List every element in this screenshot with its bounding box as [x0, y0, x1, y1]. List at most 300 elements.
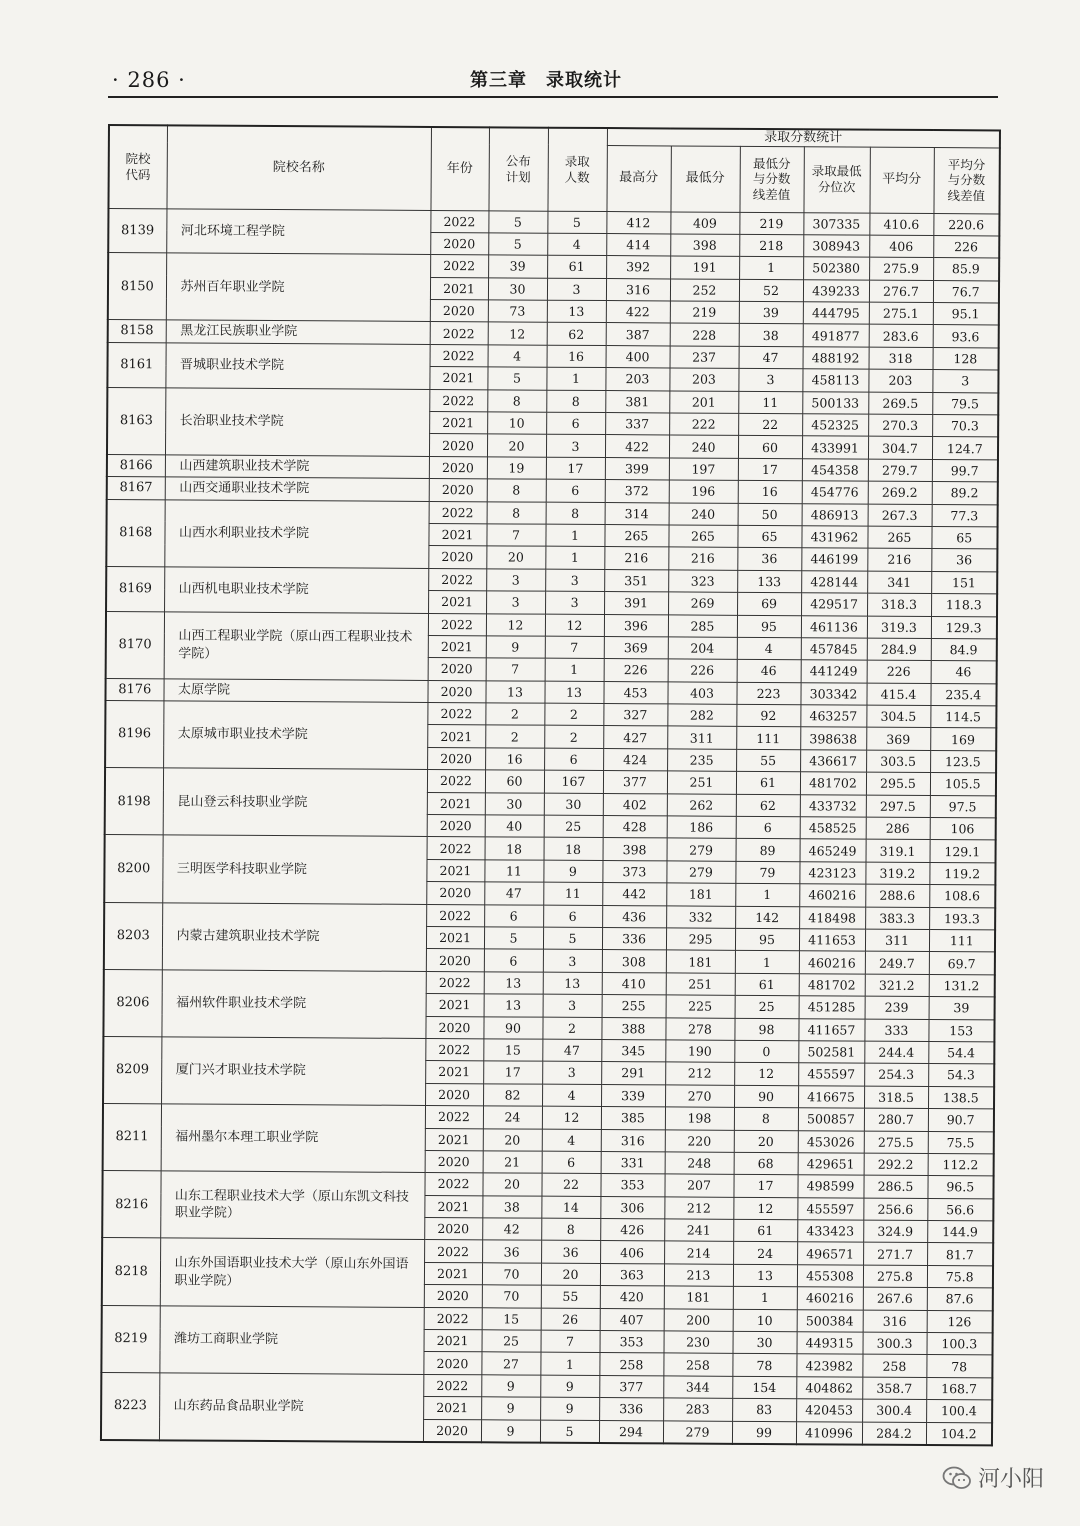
rank-cell: 502581: [798, 1041, 864, 1064]
plan-cell: 24: [483, 1106, 542, 1129]
min-diff-cell: 1: [733, 1287, 797, 1310]
max-score-cell: 396: [604, 614, 668, 637]
admitted-cell: 13: [547, 300, 606, 323]
max-score-cell: 422: [605, 435, 669, 458]
admitted-cell: 3: [542, 1062, 601, 1085]
min-diff-cell: 17: [738, 458, 802, 481]
min-score-cell: 240: [669, 435, 738, 458]
max-score-cell: 414: [606, 233, 670, 256]
max-score-cell: 308: [602, 950, 666, 973]
min-diff-cell: 99: [732, 1421, 796, 1444]
school-code: 8223: [101, 1372, 159, 1440]
plan-cell: 25: [482, 1330, 541, 1353]
avg-score-cell: 311: [865, 929, 929, 952]
min-score-cell: 216: [668, 547, 737, 570]
year-cell: 2020: [429, 479, 487, 502]
min-score-cell: 201: [669, 391, 738, 414]
min-diff-cell: 95: [737, 615, 801, 638]
year-cell: 2022: [424, 1173, 482, 1196]
rank-cell: 496571: [797, 1242, 863, 1265]
school-code: 8216: [102, 1171, 160, 1239]
min-diff-cell: 223: [736, 682, 800, 705]
school-name: 太原学院: [163, 679, 427, 703]
avg-diff-cell: 106: [930, 818, 996, 841]
admitted-cell: 167: [544, 770, 603, 793]
avg-diff-cell: 118.3: [931, 594, 997, 617]
avg-diff-cell: 153: [928, 1019, 994, 1042]
admitted-cell: 6: [544, 748, 603, 771]
rank-cell: 411653: [799, 929, 865, 952]
avg-diff-cell: 90.7: [928, 1109, 994, 1132]
avg-diff-cell: 79.5: [932, 392, 998, 415]
school-code: 8206: [103, 969, 161, 1037]
min-score-cell: 285: [668, 614, 737, 637]
year-cell: 2020: [424, 1285, 482, 1308]
admitted-cell: 13: [543, 972, 602, 995]
rank-cell: 460216: [797, 1287, 863, 1310]
plan-cell: 73: [488, 300, 547, 323]
year-cell: 2021: [429, 367, 487, 390]
max-score-cell: 400: [606, 345, 670, 368]
year-cell: 2022: [430, 210, 488, 233]
year-cell: 2020: [427, 680, 485, 703]
min-diff-cell: 69: [737, 592, 801, 615]
max-score-cell: 314: [605, 502, 669, 525]
min-diff-cell: 22: [738, 413, 802, 436]
min-diff-cell: 12: [733, 1197, 797, 1220]
rank-cell: 449315: [796, 1332, 862, 1355]
min-score-cell: 269: [668, 592, 737, 615]
min-score-cell: 228: [670, 323, 739, 346]
table-row: [105, 835, 996, 863]
school-code: 8200: [104, 835, 162, 903]
year-cell: 2020: [425, 1150, 483, 1173]
year-cell: 2022: [427, 837, 485, 860]
school-name: 苏州百年职业学院: [166, 253, 430, 322]
avg-diff-cell: 76.7: [933, 280, 999, 303]
year-cell: 2022: [430, 322, 488, 345]
min-diff-cell: 20: [734, 1130, 798, 1153]
plan-cell: 13: [485, 681, 544, 704]
avg-score-cell: 275.5: [864, 1131, 928, 1154]
table-row: [108, 342, 999, 370]
admitted-cell: 61: [547, 255, 606, 278]
avg-score-cell: 358.7: [862, 1377, 926, 1400]
table-body: [101, 208, 1000, 1445]
wechat-icon: [942, 1465, 972, 1491]
rank-cell: 498599: [797, 1175, 863, 1198]
school-name: 内蒙古建筑职业技术学院: [162, 902, 426, 971]
avg-diff-cell: 131.2: [929, 974, 995, 997]
school-code: 8163: [107, 387, 165, 455]
admitted-cell: 2: [542, 1017, 601, 1040]
admitted-cell: 4: [547, 233, 606, 256]
school-code: 8167: [107, 477, 165, 500]
min-score-cell: 212: [664, 1197, 733, 1220]
rank-cell: 433991: [802, 436, 868, 459]
rank-cell: 398638: [800, 727, 866, 750]
avg-diff-cell: 235.4: [930, 683, 996, 706]
admitted-cell: 30: [544, 793, 603, 816]
plan-cell: 9: [486, 636, 545, 659]
year-cell: 2020: [425, 1083, 483, 1106]
max-score-cell: 391: [604, 592, 668, 615]
min-diff-cell: 13: [733, 1264, 797, 1287]
admitted-cell: 4: [542, 1129, 601, 1152]
avg-score-cell: 239: [865, 996, 929, 1019]
avg-score-cell: 269.2: [868, 481, 932, 504]
admitted-cell: 8: [541, 1218, 600, 1241]
max-score-cell: 428: [603, 816, 667, 839]
min-diff-cell: 30: [732, 1331, 796, 1354]
header-avg: 平均分: [869, 147, 933, 213]
admitted-cell: 26: [541, 1308, 600, 1331]
avg-score-cell: 267.3: [868, 504, 932, 527]
avg-score-cell: 286.5: [863, 1175, 927, 1198]
school-code: 8169: [106, 566, 164, 611]
table-header: [108, 125, 1000, 213]
plan-cell: 70: [482, 1263, 541, 1286]
avg-score-cell: 341: [867, 571, 931, 594]
min-diff-cell: 62: [736, 794, 800, 817]
table-row: [102, 1171, 993, 1199]
avg-score-cell: 275.8: [863, 1265, 927, 1288]
plan-cell: 40: [485, 815, 544, 838]
min-score-cell: 270: [665, 1085, 734, 1108]
header-max: 最高分: [606, 145, 670, 211]
year-cell: 2022: [430, 255, 488, 278]
school-name: 河北环境工程学院: [166, 208, 430, 254]
admitted-cell: 62: [547, 323, 606, 346]
rank-cell: 423123: [799, 862, 865, 885]
rank-cell: 500384: [797, 1309, 863, 1332]
avg-diff-cell: 65: [931, 527, 997, 550]
header-plan: 公布 计划: [488, 127, 548, 210]
avg-diff-cell: 69.7: [929, 952, 995, 975]
avg-diff-cell: 81.7: [927, 1243, 993, 1266]
avg-score-cell: 270.3: [868, 414, 932, 437]
avg-diff-cell: 144.9: [927, 1221, 993, 1244]
plan-cell: 13: [484, 994, 543, 1017]
min-diff-cell: 4: [737, 637, 801, 660]
min-diff-cell: 50: [738, 503, 802, 526]
avg-diff-cell: 99.7: [932, 459, 998, 482]
year-cell: 2020: [430, 300, 488, 323]
plan-cell: 5: [488, 233, 547, 256]
year-cell: 2021: [426, 859, 484, 882]
plan-cell: 6: [484, 949, 543, 972]
avg-score-cell: 283.6: [869, 325, 933, 348]
table-row: [106, 611, 997, 639]
admitted-cell: 12: [542, 1106, 601, 1129]
table-row: [107, 387, 998, 415]
avg-score-cell: 304.7: [868, 437, 932, 460]
avg-score-cell: 316: [863, 1310, 927, 1333]
admitted-cell: 1: [546, 367, 605, 390]
school-code: 8218: [102, 1238, 160, 1306]
plan-cell: 8: [487, 501, 546, 524]
min-diff-cell: 46: [737, 660, 801, 683]
year-cell: 2022: [428, 568, 486, 591]
rank-cell: 463257: [800, 705, 866, 728]
max-score-cell: 392: [606, 256, 670, 279]
min-diff-cell: 36: [737, 548, 801, 571]
min-diff-cell: 65: [737, 525, 801, 548]
year-cell: 2020: [428, 658, 486, 681]
school-code: 8168: [106, 499, 164, 567]
avg-diff-cell: 93.6: [933, 325, 999, 348]
rank-cell: 428144: [801, 570, 867, 593]
plan-cell: 12: [488, 322, 547, 345]
min-score-cell: 283: [663, 1398, 732, 1421]
min-score-cell: 265: [668, 525, 737, 548]
rank-cell: 433732: [800, 794, 866, 817]
school-name: 长治职业技术学院: [165, 387, 429, 456]
avg-diff-cell: 151: [931, 571, 997, 594]
year-cell: 2020: [423, 1352, 481, 1375]
chapter-title: 第三章 录取统计: [470, 70, 622, 91]
avg-diff-cell: 54.4: [928, 1041, 994, 1064]
table-row: [103, 1036, 994, 1064]
min-score-cell: 403: [667, 682, 736, 705]
plan-cell: 27: [481, 1352, 540, 1375]
max-score-cell: 306: [600, 1196, 664, 1219]
year-cell: 2021: [424, 1195, 482, 1218]
header-code: 院校 代码: [108, 125, 167, 208]
admitted-cell: 7: [541, 1330, 600, 1353]
min-score-cell: 311: [667, 726, 736, 749]
year-cell: 2022: [424, 1240, 482, 1263]
min-diff-cell: 68: [734, 1152, 798, 1175]
plan-cell: 9: [481, 1375, 540, 1398]
avg-score-cell: 275.1: [869, 302, 933, 325]
table-row: [105, 701, 996, 729]
year-cell: 2021: [424, 1329, 482, 1352]
rank-cell: 444795: [803, 302, 869, 325]
admitted-cell: 36: [541, 1241, 600, 1264]
avg-diff-cell: 75.8: [927, 1265, 993, 1288]
avg-score-cell: 319.3: [867, 616, 931, 639]
min-score-cell: 262: [667, 794, 736, 817]
school-name: 山东药品食品职业学院: [159, 1373, 423, 1442]
plan-cell: 9: [481, 1419, 540, 1442]
min-diff-cell: 17: [733, 1175, 797, 1198]
min-score-cell: 222: [669, 413, 738, 436]
plan-cell: 5: [487, 367, 546, 390]
admitted-cell: 47: [542, 1039, 601, 1062]
max-score-cell: 422: [606, 301, 670, 324]
year-cell: 2021: [425, 1128, 483, 1151]
page-number: · 286 ·: [112, 68, 186, 92]
max-score-cell: 265: [604, 525, 668, 548]
year-cell: 2021: [430, 277, 488, 300]
max-score-cell: 387: [606, 323, 670, 346]
school-name: 太原城市职业技术学院: [163, 701, 427, 770]
min-score-cell: 204: [668, 637, 737, 660]
admitted-cell: 13: [544, 681, 603, 704]
max-score-cell: 381: [605, 390, 669, 413]
avg-diff-cell: 56.6: [927, 1198, 993, 1221]
year-cell: 2021: [424, 1262, 482, 1285]
avg-score-cell: 415.4: [866, 683, 930, 706]
avg-diff-cell: 39: [929, 997, 995, 1020]
min-score-cell: 258: [663, 1353, 732, 1376]
min-score-cell: 181: [666, 883, 735, 906]
rank-cell: 458525: [800, 817, 866, 840]
avg-score-cell: 333: [864, 1019, 928, 1042]
max-score-cell: 316: [606, 278, 670, 301]
admitted-cell: 9: [543, 860, 602, 883]
min-score-cell: 220: [665, 1129, 734, 1152]
plan-cell: 3: [486, 569, 545, 592]
year-cell: 2021: [423, 1397, 481, 1420]
avg-diff-cell: 97.5: [930, 795, 996, 818]
max-score-cell: 316: [601, 1129, 665, 1152]
plan-cell: 30: [485, 792, 544, 815]
header-year: 年份: [430, 127, 489, 210]
plan-cell: 12: [486, 613, 545, 636]
avg-score-cell: 369: [866, 728, 930, 751]
rank-cell: 454358: [802, 459, 868, 482]
max-score-cell: 336: [602, 928, 666, 951]
max-score-cell: 353: [600, 1174, 664, 1197]
min-score-cell: 323: [668, 570, 737, 593]
school-name: 潍坊工商职业学院: [159, 1305, 423, 1374]
avg-score-cell: 258: [862, 1355, 926, 1378]
max-score-cell: 327: [603, 704, 667, 727]
min-diff-cell: 3: [738, 369, 802, 392]
year-cell: 2022: [425, 1106, 483, 1129]
min-score-cell: 279: [667, 838, 736, 861]
school-name: 晋城职业技术学院: [165, 343, 429, 389]
min-diff-cell: 8: [734, 1107, 798, 1130]
max-score-cell: 331: [601, 1151, 665, 1174]
year-cell: 2020: [427, 747, 485, 770]
min-diff-cell: 154: [732, 1376, 796, 1399]
year-cell: 2022: [426, 971, 484, 994]
plan-cell: 20: [486, 546, 545, 569]
rank-cell: 423982: [796, 1354, 862, 1377]
year-cell: 2022: [425, 1038, 483, 1061]
header-name: 院校名称: [166, 125, 431, 210]
year-cell: 2020: [426, 882, 484, 905]
admitted-cell: 1: [545, 658, 604, 681]
admitted-cell: 1: [545, 524, 604, 547]
avg-diff-cell: 77.3: [932, 504, 998, 527]
plan-cell: 38: [482, 1195, 541, 1218]
avg-diff-cell: 75.5: [928, 1131, 994, 1154]
school-name: 山东工程职业技术大学（原山东凯文科技职业学院）: [160, 1171, 424, 1240]
plan-cell: 8: [487, 389, 546, 412]
admitted-cell: 8: [546, 502, 605, 525]
year-cell: 2020: [428, 546, 486, 569]
admitted-cell: 5: [540, 1420, 599, 1443]
school-name: 山西水利职业技术学院: [164, 499, 428, 568]
admitted-cell: 2: [544, 703, 603, 726]
max-score-cell: 399: [605, 457, 669, 480]
min-score-cell: 186: [667, 816, 736, 839]
admitted-cell: 22: [541, 1173, 600, 1196]
min-score-cell: 230: [664, 1331, 733, 1354]
year-cell: 2022: [426, 904, 484, 927]
min-score-cell: 237: [670, 346, 739, 369]
admitted-cell: 12: [545, 614, 604, 637]
min-score-cell: 248: [665, 1152, 734, 1175]
school-name: 福州墨尔本理工职业学院: [161, 1104, 425, 1173]
avg-diff-cell: 112.2: [928, 1153, 994, 1176]
plan-cell: 11: [484, 860, 543, 883]
avg-diff-cell: 89.2: [932, 482, 998, 505]
plan-cell: 19: [487, 457, 546, 480]
min-score-cell: 282: [667, 704, 736, 727]
school-code: 8209: [103, 1036, 161, 1104]
admitted-cell: 7: [545, 636, 604, 659]
year-cell: 2020: [430, 232, 488, 255]
min-score-cell: 219: [670, 301, 739, 324]
avg-score-cell: 324.9: [863, 1220, 927, 1243]
plan-cell: 15: [482, 1307, 541, 1330]
min-diff-cell: 47: [739, 346, 803, 369]
school-code: 8139: [108, 208, 166, 253]
avg-score-cell: 279.7: [868, 459, 932, 482]
plan-cell: 4: [488, 345, 547, 368]
min-diff-cell: 218: [739, 234, 803, 257]
avg-score-cell: 284.9: [867, 638, 931, 661]
rank-cell: 455597: [797, 1197, 863, 1220]
min-score-cell: 241: [664, 1219, 733, 1242]
year-cell: 2021: [428, 591, 486, 614]
min-score-cell: 190: [665, 1040, 734, 1063]
year-cell: 2021: [428, 523, 486, 546]
min-diff-cell: 89: [736, 839, 800, 862]
min-score-cell: 279: [666, 861, 735, 884]
min-score-cell: 203: [669, 368, 738, 391]
header-rule: [108, 96, 998, 98]
avg-diff-cell: 168.7: [926, 1377, 992, 1400]
admitted-cell: 6: [543, 905, 602, 928]
admitted-cell: 11: [543, 882, 602, 905]
year-cell: 2020: [424, 1218, 482, 1241]
page-header: [0, 0, 1080, 110]
rank-cell: 452325: [802, 414, 868, 437]
min-score-cell: 235: [667, 749, 736, 772]
admitted-cell: 25: [544, 815, 603, 838]
max-score-cell: 339: [601, 1084, 665, 1107]
avg-score-cell: 319.1: [866, 840, 930, 863]
rank-cell: 416675: [798, 1085, 864, 1108]
rank-cell: 461136: [801, 615, 867, 638]
min-diff-cell: 83: [732, 1399, 796, 1422]
rank-cell: 451285: [799, 996, 865, 1019]
year-cell: 2020: [425, 1016, 483, 1039]
rank-cell: 481702: [800, 772, 866, 795]
avg-diff-cell: 3: [932, 370, 998, 393]
min-diff-cell: 95: [735, 928, 799, 951]
plan-cell: 90: [483, 1016, 542, 1039]
avg-score-cell: 265: [867, 526, 931, 549]
school-code: 8161: [107, 342, 165, 387]
min-diff-cell: 6: [736, 816, 800, 839]
school-code: 8150: [108, 253, 166, 321]
plan-cell: 5: [488, 210, 547, 233]
plan-cell: 5: [484, 927, 543, 950]
plan-cell: 39: [488, 255, 547, 278]
avg-score-cell: 267.6: [863, 1287, 927, 1310]
max-score-cell: 424: [603, 748, 667, 771]
plan-cell: 2: [485, 703, 544, 726]
max-score-cell: 412: [606, 211, 670, 234]
year-cell: 2020: [429, 456, 487, 479]
